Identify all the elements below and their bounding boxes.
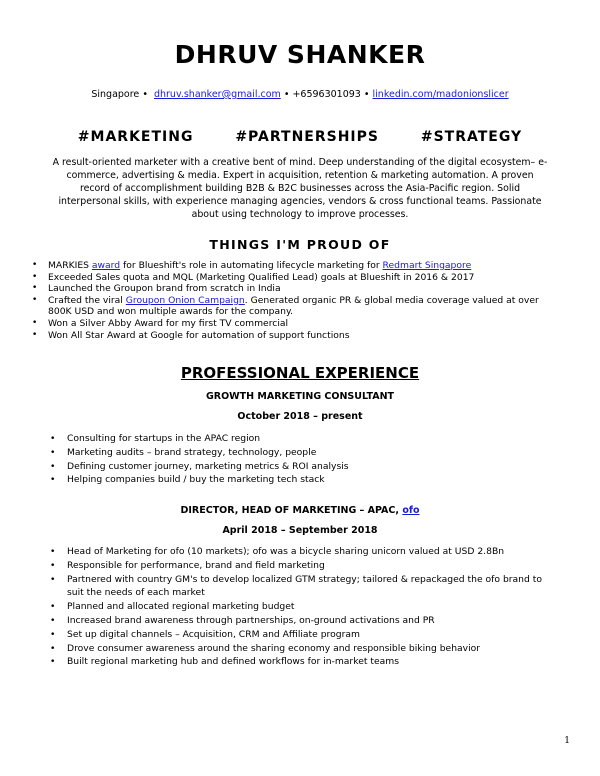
tag-partnerships: #PARTNERSHIPS	[235, 129, 379, 145]
linkedin-link[interactable]: linkedin.com/madonionslicer	[372, 89, 509, 100]
summary-paragraph: A result-oriented marketer with a creative bent of mind. Deep understanding of the digital ecosystem– e-commerce, advertising & media. Expert in acquisition, retention & marketing automation. A proven record of accomplishment building B2B & B2C businesses across the Asia-Pacific region. Solid interpersonal skills, with experience managing agencies, vendors & cross functional teams. Passionate about using technology to improve processes.	[52, 157, 548, 220]
list-item: • Partnered with country GM's to develop localized GTM strategy; tailored & repackaged the ofo brand to suit the needs of each market	[50, 573, 550, 601]
page-number: 1	[564, 736, 570, 746]
list-item: • Exceeded Sales quota and MQL (Marketing Qualified Lead) goals at Blueshift in 2016 & 2017	[32, 272, 562, 284]
list-item: • Won a Silver Abby Award for my first TV commercial	[32, 318, 562, 330]
list-item: • Defining customer journey, marketing metrics & ROI analysis	[50, 460, 550, 474]
job2-title-text: DIRECTOR, HEAD OF MARKETING – APAC,	[180, 505, 403, 516]
email-link[interactable]: dhruv.shanker@gmail.com	[153, 89, 281, 100]
proud-section-title: THINGS I'M PROUD OF	[209, 237, 391, 252]
job1-bullets	[50, 432, 550, 487]
tag-strategy: #STRATEGY	[420, 129, 523, 145]
list-item: • Won All Star Award at Google for automation of support functions	[32, 330, 562, 342]
list-item-text: . Generated organic PR & global media coverage valued at over 800K USD and won multiple awards for the company.	[48, 294, 539, 318]
list-item: • Responsible for performance, brand and field marketing	[50, 559, 550, 573]
job1-dates: October 2018 – present	[237, 411, 363, 422]
contact-line	[0, 89, 600, 100]
job1-title: GROWTH MARKETING CONSULTANT	[205, 391, 394, 402]
list-item: • Helping companies build / buy the marketing tech stack	[50, 473, 550, 487]
tag-marketing: #MARKETING	[77, 129, 194, 145]
job2-dates: April 2018 – September 2018	[222, 525, 378, 536]
job2-title	[0, 505, 600, 516]
separator: •	[283, 89, 290, 100]
ofo-link[interactable]: ofo	[402, 505, 420, 516]
list-item-text: MARKIES	[48, 260, 92, 271]
tag-line	[0, 129, 600, 145]
list-item-text: Crafted the viral	[48, 294, 126, 306]
redmart-link[interactable]: Redmart Singapore	[382, 260, 472, 271]
list-item: • Increased brand awareness through partnerships, on-ground activations and PR	[50, 614, 550, 628]
list-item: • Head of Marketing for ofo (10 markets); ofo was a bicycle sharing unicorn valued at USD 2.8Bn	[50, 545, 550, 559]
list-item	[32, 295, 562, 318]
candidate-name: DHRUV SHANKER	[174, 40, 426, 69]
phone-text: +6596301093	[292, 89, 361, 100]
list-item	[32, 260, 562, 272]
list-item: • Drove consumer awareness around the sharing economy and responsible biking behavior	[50, 642, 550, 656]
experience-section-title: PROFESSIONAL EXPERIENCE	[180, 364, 420, 382]
list-item: • Built regional marketing hub and defined workflows for in-market teams	[50, 655, 550, 669]
list-item-text: for Blueshift's role in automating lifecycle marketing for	[120, 260, 383, 271]
location-text: Singapore	[91, 89, 140, 100]
onion-campaign-link[interactable]: Groupon Onion Campaign	[125, 294, 245, 306]
list-item: • Marketing audits – brand strategy, technology, people	[50, 446, 550, 460]
separator: •	[363, 89, 370, 100]
list-item: • Consulting for startups in the APAC region	[50, 432, 550, 446]
proud-list	[32, 260, 562, 341]
list-item: • Planned and allocated regional marketing budget	[50, 600, 550, 614]
list-item: • Set up digital channels – Acquisition, CRM and Affiliate program	[50, 628, 550, 642]
award-link[interactable]: award	[91, 260, 121, 271]
list-item: • Launched the Groupon brand from scratch in India	[32, 283, 562, 295]
separator: •	[142, 89, 148, 100]
job2-bullets	[50, 545, 550, 669]
